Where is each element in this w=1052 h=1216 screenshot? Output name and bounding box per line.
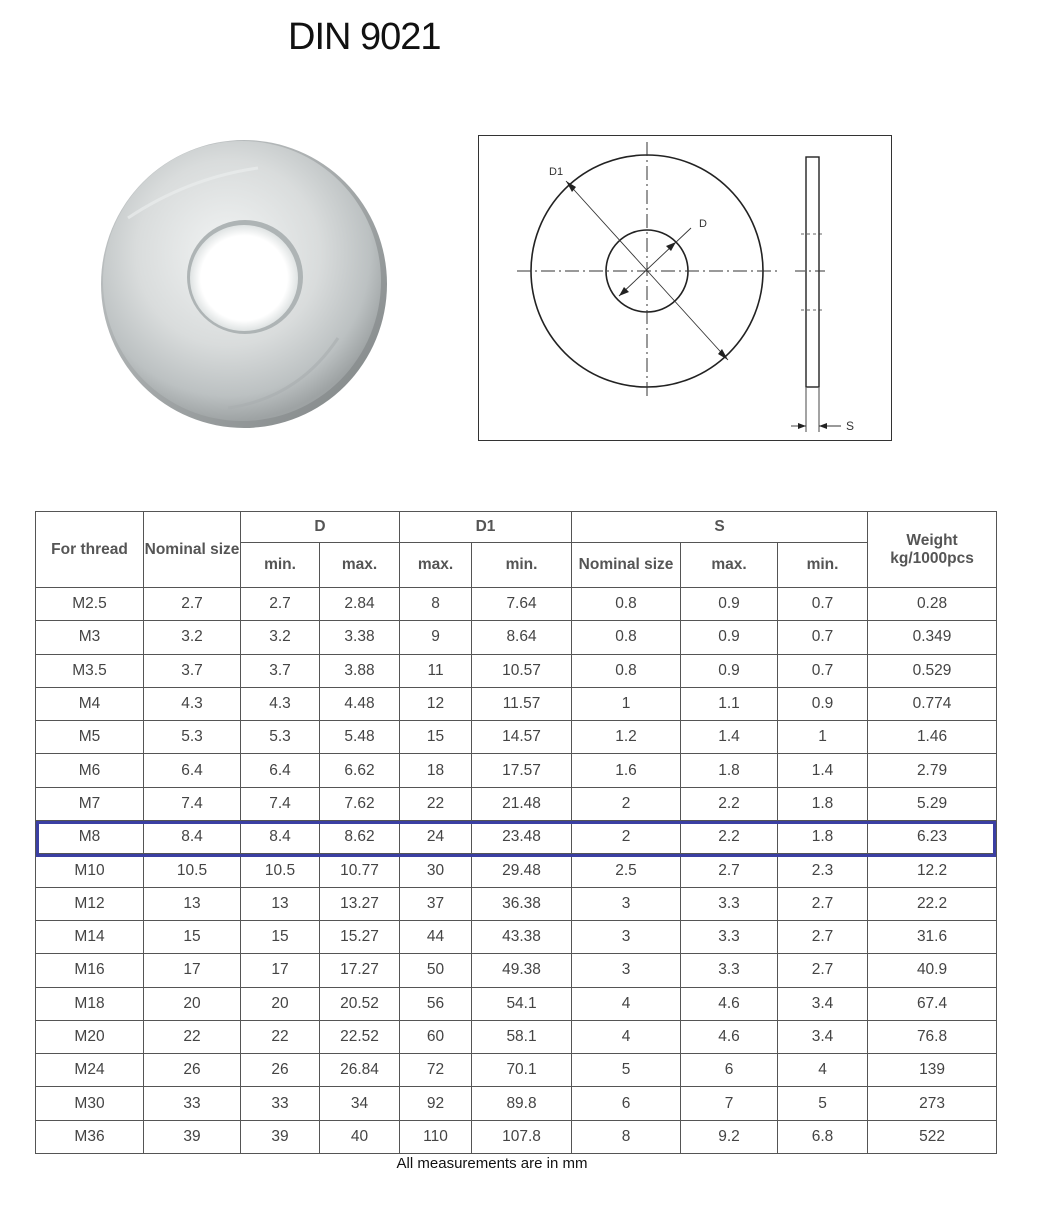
table-cell: 0.7 (778, 621, 868, 654)
table-cell: M3.5 (36, 654, 144, 687)
table-row (36, 854, 997, 887)
table-cell: 20 (241, 987, 320, 1020)
table-cell: M10 (36, 854, 144, 887)
table-cell: 29.48 (472, 854, 572, 887)
drawing-svg (479, 136, 893, 442)
label-d: D (699, 218, 707, 230)
table-cell: 15 (400, 721, 472, 754)
table-cell: 89.8 (472, 1087, 572, 1120)
table-cell: 58.1 (472, 1020, 572, 1053)
table-cell: 2.7 (778, 887, 868, 920)
table-cell: 1.1 (681, 687, 778, 720)
table-cell: 20 (144, 987, 241, 1020)
table-cell: 2.2 (681, 821, 778, 854)
table-cell: 40 (320, 1120, 400, 1153)
table-cell: M24 (36, 1054, 144, 1087)
table-cell: 2 (572, 787, 681, 820)
table-cell: 11.57 (472, 687, 572, 720)
table-cell: 3.4 (778, 987, 868, 1020)
table-cell: 6.4 (241, 754, 320, 787)
label-d1: D1 (549, 166, 564, 178)
table-cell: 3.4 (778, 1020, 868, 1053)
table-cell: 4.6 (681, 987, 778, 1020)
table-cell: 12 (400, 687, 472, 720)
table-cell: M6 (36, 754, 144, 787)
table-row (36, 987, 997, 1020)
table-cell: 3 (572, 887, 681, 920)
table-cell: 3.38 (320, 621, 400, 654)
table-cell: 22.52 (320, 1020, 400, 1053)
header-d-max: max. (320, 543, 400, 588)
label-s: S (846, 419, 855, 433)
table-cell: 0.774 (868, 687, 997, 720)
table-cell: 107.8 (472, 1120, 572, 1153)
table-cell: 20.52 (320, 987, 400, 1020)
table-cell: 24 (400, 821, 472, 854)
table-row (36, 588, 997, 621)
table-cell: 6 (681, 1054, 778, 1087)
spec-table (35, 511, 997, 1154)
table-cell: 17.57 (472, 754, 572, 787)
table-cell: 1.8 (681, 754, 778, 787)
table-cell: 40.9 (868, 954, 997, 987)
table-row (36, 621, 997, 654)
table-cell: 522 (868, 1120, 997, 1153)
table-row (36, 654, 997, 687)
table-cell: 2.7 (778, 920, 868, 953)
table-cell: 39 (144, 1120, 241, 1153)
table-cell: 2.3 (778, 854, 868, 887)
table-row (36, 687, 997, 720)
table-cell: 1.4 (681, 721, 778, 754)
table-cell: 11 (400, 654, 472, 687)
table-cell: 17 (241, 954, 320, 987)
table-cell: 3.3 (681, 920, 778, 953)
table-cell: 3.7 (241, 654, 320, 687)
table-row (36, 1020, 997, 1053)
table-cell: 2.79 (868, 754, 997, 787)
table-cell: 1.6 (572, 754, 681, 787)
table-cell: 0.9 (681, 654, 778, 687)
table-cell: 4 (778, 1054, 868, 1087)
table-cell: 60 (400, 1020, 472, 1053)
table-cell: 1.46 (868, 721, 997, 754)
table-cell: 4.48 (320, 687, 400, 720)
table-cell: 7.4 (144, 787, 241, 820)
table-cell: 33 (241, 1087, 320, 1120)
table-cell: 6.4 (144, 754, 241, 787)
table-cell: 3.3 (681, 954, 778, 987)
table-cell: 1 (572, 687, 681, 720)
table-cell: 4.3 (144, 687, 241, 720)
table-cell: 6.62 (320, 754, 400, 787)
table-cell: 5 (778, 1087, 868, 1120)
table-cell: 15 (241, 920, 320, 953)
table-cell: 18 (400, 754, 472, 787)
table-cell: 49.38 (472, 954, 572, 987)
spec-table-body (36, 588, 997, 1154)
table-cell: 10.5 (241, 854, 320, 887)
header-s-nominal: Nominal size (572, 543, 681, 588)
table-cell: 4.6 (681, 1020, 778, 1053)
table-row (36, 821, 997, 854)
table-cell: 6 (572, 1087, 681, 1120)
table-row (36, 887, 997, 920)
table-cell: 9.2 (681, 1120, 778, 1153)
table-cell: 5.3 (241, 721, 320, 754)
table-cell: 0.7 (778, 654, 868, 687)
table-cell: 7 (681, 1087, 778, 1120)
table-row (36, 954, 997, 987)
table-cell: 26 (144, 1054, 241, 1087)
technical-drawing (478, 135, 892, 441)
table-cell: 0.9 (778, 687, 868, 720)
table-row (36, 787, 997, 820)
table-row (36, 1054, 997, 1087)
table-cell: 39 (241, 1120, 320, 1153)
table-cell: 0.9 (681, 588, 778, 621)
table-cell: 273 (868, 1087, 997, 1120)
header-nominal-size: Nominal size (144, 512, 241, 588)
table-cell: 76.8 (868, 1020, 997, 1053)
table-cell: M14 (36, 920, 144, 953)
table-cell: 5 (572, 1054, 681, 1087)
measurement-footnote: All measurements are in mm (396, 1155, 588, 1172)
table-cell: 10.77 (320, 854, 400, 887)
table-cell: 34 (320, 1087, 400, 1120)
table-cell: 3.3 (681, 887, 778, 920)
table-cell: 110 (400, 1120, 472, 1153)
table-cell: 13.27 (320, 887, 400, 920)
table-cell: 0.7 (778, 588, 868, 621)
table-cell: 4 (572, 987, 681, 1020)
table-cell: 0.349 (868, 621, 997, 654)
table-cell: 43.38 (472, 920, 572, 953)
table-cell: M20 (36, 1020, 144, 1053)
table-cell: 21.48 (472, 787, 572, 820)
table-cell: 0.8 (572, 588, 681, 621)
table-cell: 67.4 (868, 987, 997, 1020)
header-d-min: min. (241, 543, 320, 588)
table-cell: 3 (572, 920, 681, 953)
table-cell: 2.7 (778, 954, 868, 987)
table-cell: 5.3 (144, 721, 241, 754)
table-row (36, 1120, 997, 1153)
table-cell: 15.27 (320, 920, 400, 953)
table-cell: M12 (36, 887, 144, 920)
table-cell: 30 (400, 854, 472, 887)
table-cell: 22 (144, 1020, 241, 1053)
table-cell: 22.2 (868, 887, 997, 920)
table-cell: 4.3 (241, 687, 320, 720)
table-cell: 56 (400, 987, 472, 1020)
table-cell: M18 (36, 987, 144, 1020)
table-cell: 13 (241, 887, 320, 920)
table-cell: 9 (400, 621, 472, 654)
table-cell: 8.64 (472, 621, 572, 654)
table-cell: 7.4 (241, 787, 320, 820)
table-cell: 6.8 (778, 1120, 868, 1153)
table-cell: 50 (400, 954, 472, 987)
table-cell: 6.23 (868, 821, 997, 854)
table-cell: 37 (400, 887, 472, 920)
table-cell: 14.57 (472, 721, 572, 754)
table-cell: 70.1 (472, 1054, 572, 1087)
table-cell: M7 (36, 787, 144, 820)
table-cell: 5.29 (868, 787, 997, 820)
table-cell: 8 (572, 1120, 681, 1153)
header-d1-min: min. (472, 543, 572, 588)
table-cell: 17.27 (320, 954, 400, 987)
page-title: DIN 9021 (288, 16, 441, 58)
table-cell: 13 (144, 887, 241, 920)
table-cell: M30 (36, 1087, 144, 1120)
header-d1-group: D1 (400, 512, 572, 543)
table-cell: 22 (400, 787, 472, 820)
table-cell: 10.57 (472, 654, 572, 687)
table-cell: 44 (400, 920, 472, 953)
table-cell: 0.8 (572, 621, 681, 654)
header-for-thread: For thread (36, 512, 144, 588)
header-d1-max: max. (400, 543, 472, 588)
table-cell: 3.2 (241, 621, 320, 654)
table-cell: 10.5 (144, 854, 241, 887)
table-cell: 31.6 (868, 920, 997, 953)
table-cell: 72 (400, 1054, 472, 1087)
table-row (36, 721, 997, 754)
table-cell: 12.2 (868, 854, 997, 887)
washer-photo (98, 138, 388, 430)
table-cell: 2.7 (144, 588, 241, 621)
header-s-group: S (572, 512, 868, 543)
table-cell: M5 (36, 721, 144, 754)
table-cell: M2.5 (36, 588, 144, 621)
table-row (36, 754, 997, 787)
table-cell: 8.4 (144, 821, 241, 854)
table-cell: 23.48 (472, 821, 572, 854)
table-cell: 1.4 (778, 754, 868, 787)
table-cell: 0.28 (868, 588, 997, 621)
table-cell: 2.7 (241, 588, 320, 621)
table-row (36, 1087, 997, 1120)
table-cell: 1 (778, 721, 868, 754)
table-cell: 8.4 (241, 821, 320, 854)
table-cell: 7.64 (472, 588, 572, 621)
table-cell: 26 (241, 1054, 320, 1087)
table-cell: M8 (36, 821, 144, 854)
table-cell: 2.7 (681, 854, 778, 887)
table-cell: 1.8 (778, 787, 868, 820)
table-cell: 54.1 (472, 987, 572, 1020)
table-cell: 2.2 (681, 787, 778, 820)
table-cell: 3.7 (144, 654, 241, 687)
table-row (36, 920, 997, 953)
table-cell: M16 (36, 954, 144, 987)
table-cell: 0.9 (681, 621, 778, 654)
table-cell: M36 (36, 1120, 144, 1153)
table-cell: 4 (572, 1020, 681, 1053)
table-cell: 139 (868, 1054, 997, 1087)
header-s-max: max. (681, 543, 778, 588)
table-cell: 3 (572, 954, 681, 987)
table-cell: M3 (36, 621, 144, 654)
table-cell: 2 (572, 821, 681, 854)
table-cell: 1.2 (572, 721, 681, 754)
table-cell: 5.48 (320, 721, 400, 754)
table-cell: 2.5 (572, 854, 681, 887)
table-cell: 36.38 (472, 887, 572, 920)
table-cell: 17 (144, 954, 241, 987)
table-cell: 1.8 (778, 821, 868, 854)
table-cell: 0.8 (572, 654, 681, 687)
table-cell: M4 (36, 687, 144, 720)
table-cell: 0.529 (868, 654, 997, 687)
table-cell: 2.84 (320, 588, 400, 621)
table-cell: 92 (400, 1087, 472, 1120)
table-cell: 7.62 (320, 787, 400, 820)
table-cell: 3.88 (320, 654, 400, 687)
header-s-min: min. (778, 543, 868, 588)
table-cell: 3.2 (144, 621, 241, 654)
table-cell: 26.84 (320, 1054, 400, 1087)
table-cell: 8.62 (320, 821, 400, 854)
table-cell: 15 (144, 920, 241, 953)
table-cell: 33 (144, 1087, 241, 1120)
header-d-group: D (241, 512, 400, 543)
header-weight: Weight kg/1000pcs (868, 512, 997, 588)
table-cell: 8 (400, 588, 472, 621)
table-cell: 22 (241, 1020, 320, 1053)
